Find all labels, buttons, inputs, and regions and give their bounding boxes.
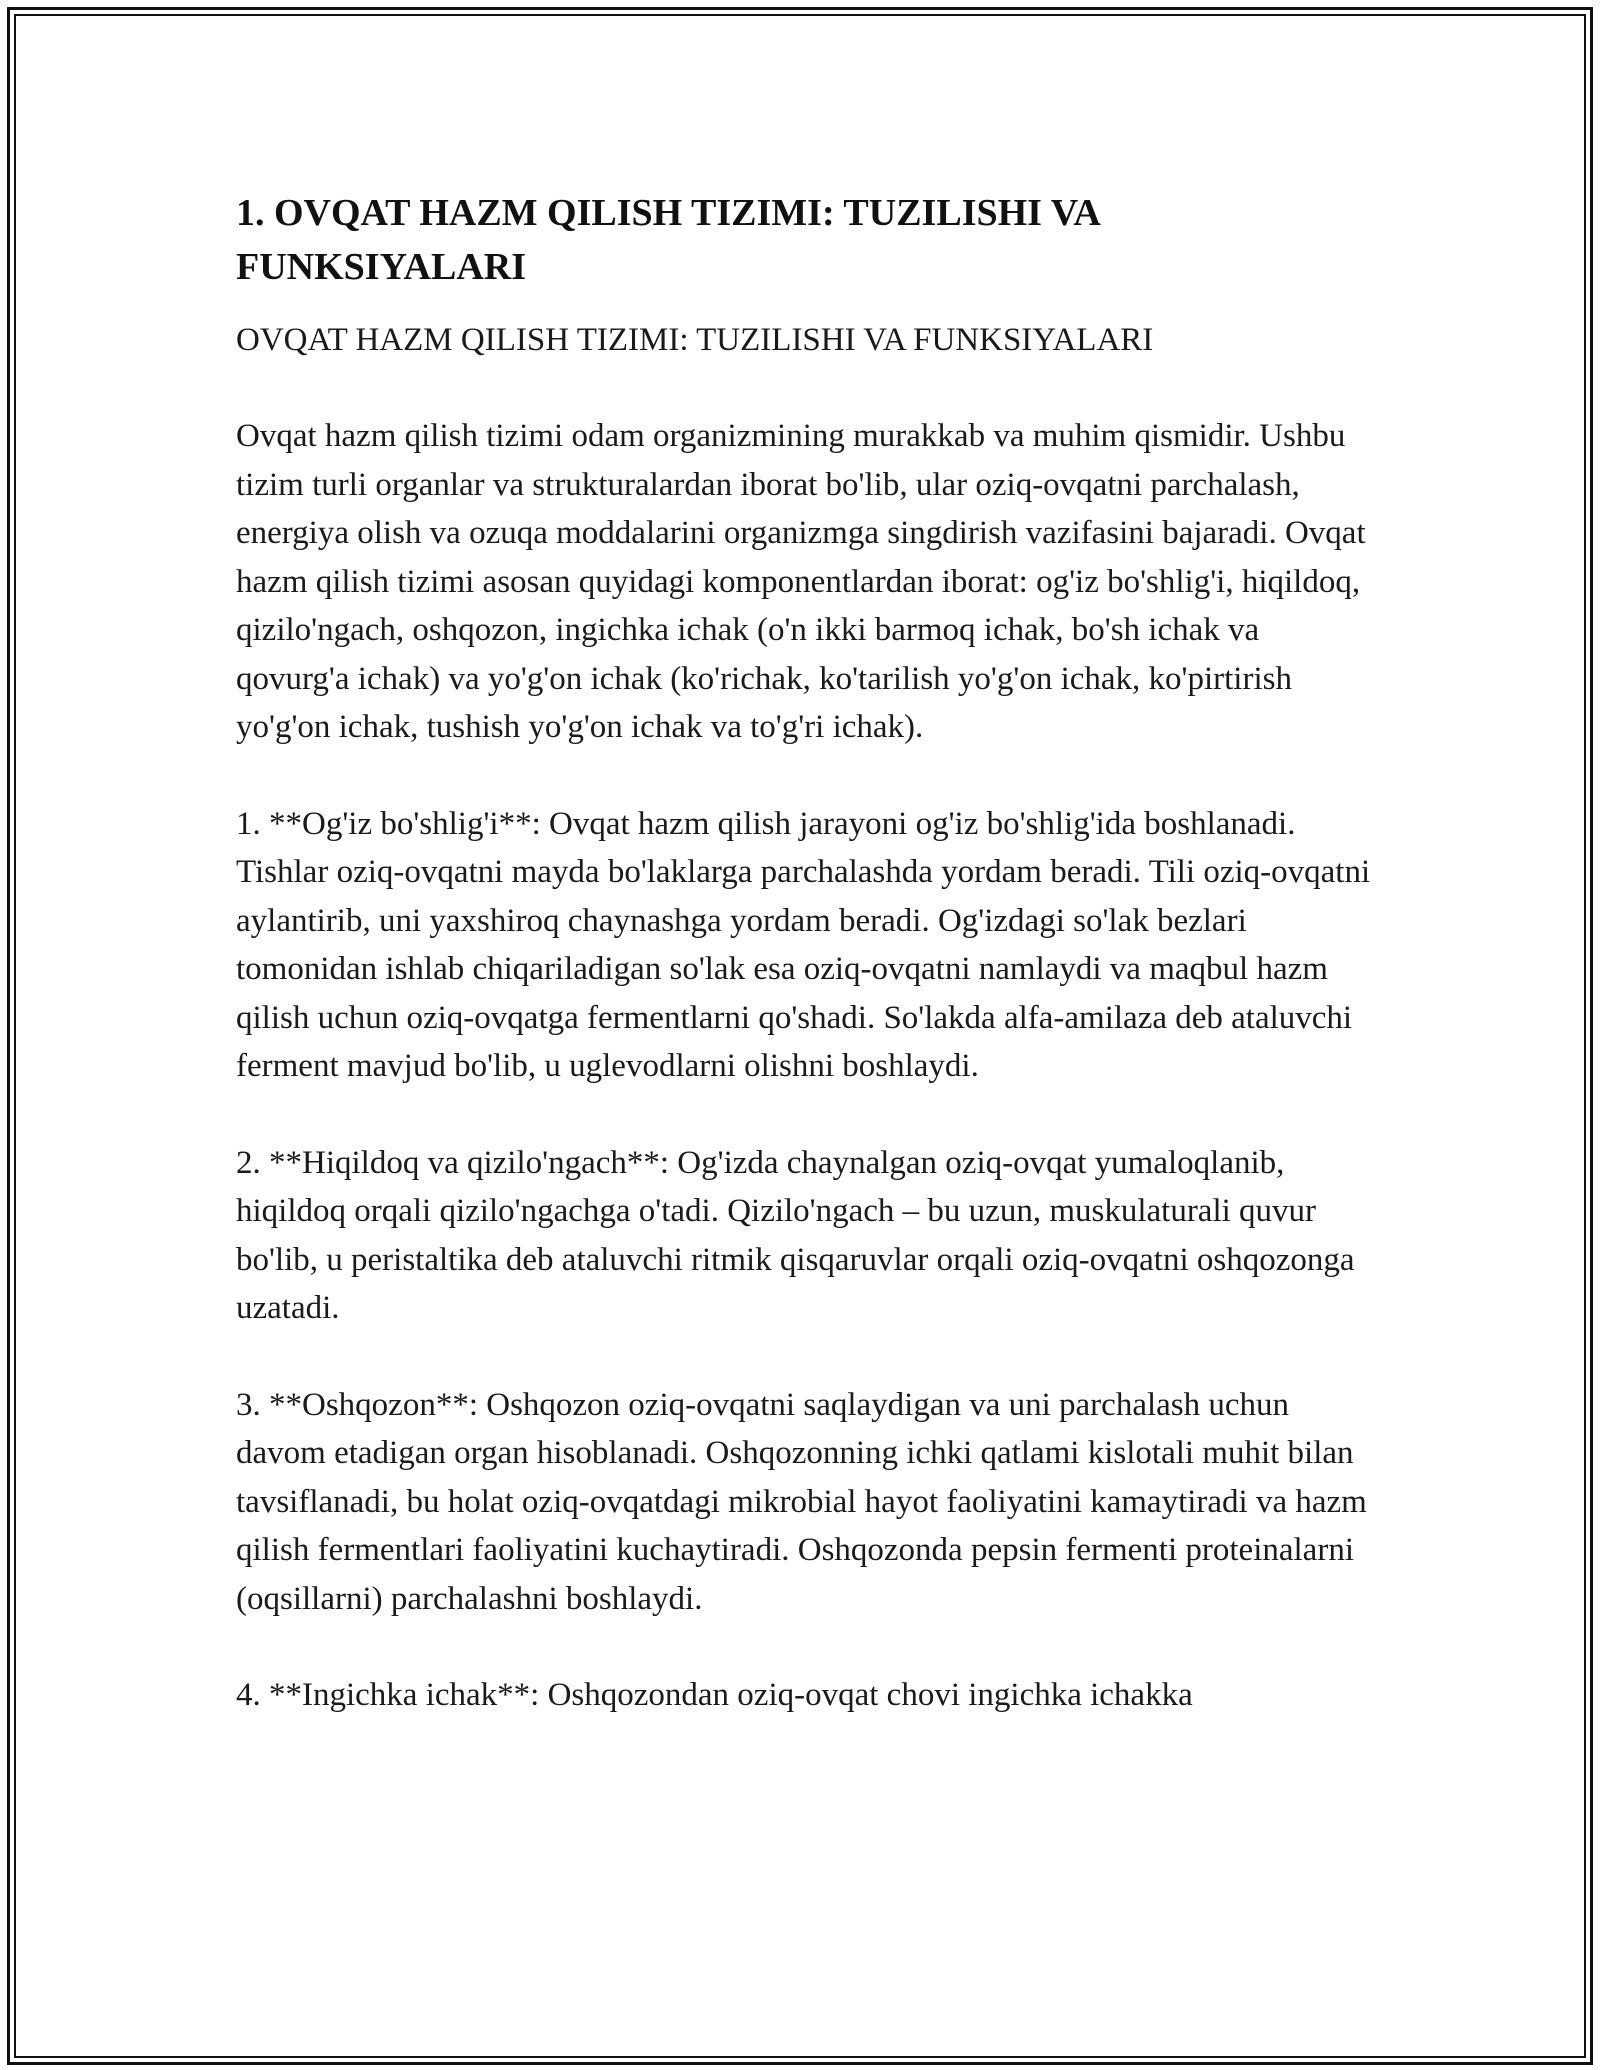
paragraph-intro: Ovqat hazm qilish tizimi odam organizmining murakkab va muhim qismidir. Ushbu tizim turli organlar va strukturalardan iborat bo'lib, ular oziq-ovqatni parchalash, energiya olish va ozuqa moddalarini organizmga singdirish vazifasini bajaradi. Ovqat hazm qilish tizimi asosan quyidagi komponentlardan iborat: og'iz bo'shlig'i, hiqildoq, qizilo'ngach, oshqozon, ingichka ichak (o'n ikki barmoq ichak, bo'sh ichak va qovurg'a ichak) va yo'g'on ichak (ko'richak, ko'tarilish yo'g'on ichak, ko'pirtirish yo'g'on ichak, tushish yo'g'on ichak va to'g'ri ichak). bbox=[236, 418, 1366, 745]
paragraph-stomach: 3. **Oshqozon**: Oshqozon oziq-ovqatni saqlaydigan va uni parchalash uchun davom etadigan organ hisoblanadi. Oshqozonning ichki qatlami kislotali muhit bilan tavsiflanadi, bu holat oziq-ovqatdagi mikrobial hayot faoliyatini kamaytiradi va hazm qilish fermentlari faoliyatini kuchaytiradi. Oshqozonda pepsin fermenti proteinalarni (oqsillarni) parchalashni boshlaydi. bbox=[236, 1386, 1367, 1617]
paragraph-small-intestine: 4. **Ingichka ichak**: Oshqozondan oziq-ovqat chovi ingichka ichakka bbox=[236, 1677, 1193, 1713]
document-title: 1. OVQAT HAZM QILISH TIZIMI: TUZILISHI VA FUNKSIYALARI bbox=[236, 192, 1099, 288]
paragraph-mouth: 1. **Og'iz bo'shlig'i**: Ovqat hazm qilish jarayoni og'iz bo'shlig'ida boshlanadi. Tishlar oziq-ovqatni mayda bo'laklarga parchalashda yordam beradi. Tili oziq-ovqatni aylantirib, uni yaxshiroq chaynashga yordam beradi. Og'izdagi so'lak bezlari tomonidan ishlab chiqariladigan so'lak esa oziq-ovqatni namlaydi va maqbul hazm qilish uchun oziq-ovqatga fermentlarni qo'shadi. So'lakda alfa-amilaza deb ataluvchi ferment mavjud bo'lib, u uglevodlarni olishni boshlaydi. bbox=[236, 805, 1371, 1084]
paragraph-esophagus: 2. **Hiqildoq va qizilo'ngach**: Og'izda chaynalgan oziq-ovqat yumaloqlanib, hiqildoq orqali qizilo'ngachga o'tadi. Qizilo'ngach – bu uzun, muskulaturali quvur bo'lib, u peristaltika deb ataluvchi ritmik qisqaruvlar orqali oziq-ovqatni oshqozonga uzatadi. bbox=[236, 1144, 1355, 1326]
document-subtitle: OVQAT HAZM QILISH TIZIMI: TUZILISHI VA FUNKSIYALARI bbox=[236, 322, 1154, 358]
document-body bbox=[236, 186, 1376, 1720]
